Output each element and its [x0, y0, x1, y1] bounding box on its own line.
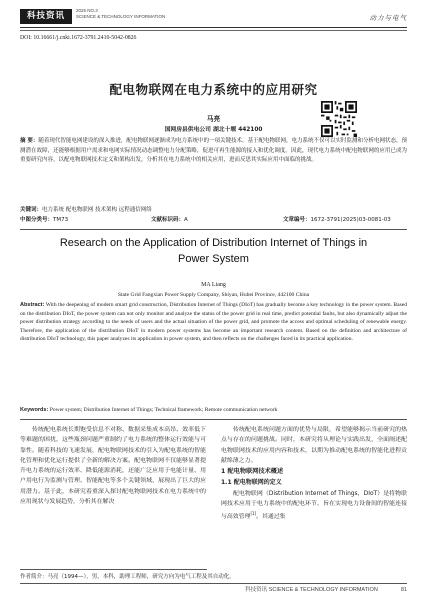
- body-column-left: [20, 425, 206, 507]
- keywords-en-label: Keywords:: [20, 407, 49, 413]
- citation-link[interactable]: [1]: [250, 511, 257, 516]
- author-footnote: 作者简介：马亮（1994—），男，本科，助理工程师，研究方向为电气工程及其自动化。: [20, 574, 235, 580]
- body-paragraph: [221, 489, 407, 523]
- keywords-en-text: Power system; Distribution Internet of Things; Technical framework; Remote communication network: [49, 407, 278, 413]
- abstract-zh-label: 摘 要：: [20, 138, 39, 144]
- doi[interactable]: DOI: 10.16661/j.cnki.1672-3791.2410-5042-0826: [20, 35, 137, 41]
- subsection-heading: 1.1 配电物联网的定义: [221, 479, 282, 487]
- article-number-value: 1672-3791(2025)03-0081-03: [310, 217, 391, 223]
- article-number: [283, 215, 391, 223]
- doc-code-label: 文献标识码：: [151, 217, 185, 223]
- section-label: 动力与电气: [369, 14, 407, 22]
- journal-english-name: SCIENCE & TECHNOLOGY INFORMATION: [76, 14, 166, 19]
- page-number: 81: [400, 587, 407, 593]
- abstract-en: [20, 301, 407, 344]
- body-column-right: [221, 425, 407, 522]
- clc-label: 中图分类号：: [20, 217, 54, 223]
- paper-title-en-line2: Power System: [178, 252, 249, 265]
- affiliation-zh: 国网房县供电公司 湖北十堰 442100: [164, 127, 263, 133]
- abstract-zh-text: 随着现代智能电网建设的深入推进，配电物联网逐渐成为电力系统中的一项关键技术。基于配电物联网，电力系统不仅可以实时监测和分析电网状态，预测潜在故障，还能够根据用户需求和电网实际情况动态调整电力分配策略，促进可再生能源的接入和优化调度。因此，现代电力系统中配电物联网的应用已成为重要研究内容。以配电物联网技术定义和架构出发，分析其在电力系统中的相关应用，进而反思其实际应用中面临的挑战。: [20, 138, 407, 163]
- keywords-zh-label: 关键词：: [20, 207, 43, 213]
- affiliation-en: State Grid Fangxian Power Supply Company, Shiyan, Hubei Province, 442100 China: [117, 292, 310, 298]
- clc-value: TM73: [53, 217, 69, 223]
- paper-title-zh: 配电物联网在电力系统中的应用研究: [109, 82, 318, 97]
- author-name-en: MA Liang: [201, 282, 226, 288]
- clc-number: [20, 215, 68, 223]
- paper-title-en: [20, 236, 407, 267]
- divider: [20, 229, 407, 230]
- divider: [20, 419, 407, 420]
- keywords-en: [20, 407, 407, 413]
- body-paragraph-text: 配电物联网（Distribution Internet of Things，DIoT）是将物联网技术应用于电力系统中的配电环节，旨在实现电力设备间的智能连接与高效管理: [221, 490, 407, 520]
- keywords-zh: [20, 205, 407, 213]
- abstract-en-text: With the deepening of modern smart grid construction, Distribution Internet of Things (DIoT) has gradually become a key technology in the power system. Based on the distribution DIoT, the power system can not only monitor and analyze the status of the power grid in real time, predict potential faults, but also dynamically adjust the power distribution strategy according to the needs of users and the actual situation of the power grid, and promote the access and optimal scheduling of renewable energy. Therefore, the application of the distribution DIoT in modern power systems has become an important research content. Based on the definition and architecture of distribution DIoT technology, this paper analyzes its application in power system, and then reflects on the challenges faced in its practical application.: [20, 302, 407, 343]
- footnote-rule: [20, 569, 207, 570]
- footer-journal: 科技资讯 SCIENCE & TECHNOLOGY INFORMATION: [245, 587, 378, 593]
- page-footer: [20, 585, 407, 593]
- body-paragraph-tail: 。其通过集: [256, 513, 286, 520]
- footer-rule: [20, 583, 407, 584]
- issue-info: [76, 8, 165, 20]
- section-heading: 1 配电物联网技术概述: [221, 468, 284, 475]
- doc-code-value: A: [184, 217, 188, 223]
- header-rule: [20, 27, 407, 28]
- author-name-zh: 马亮: [206, 115, 221, 123]
- journal-brand-logo: 科技资讯: [20, 9, 72, 24]
- abstract-zh: [20, 137, 407, 166]
- keywords-zh-text: 电力系统 配电物联网 技术架构 远程通信网络: [42, 207, 152, 213]
- document-code: [151, 215, 188, 223]
- header-rule-thin: [20, 30, 407, 31]
- article-number-label: 文章编号：: [283, 217, 311, 223]
- paper-title-en-line1: Research on the Application of Distribution Internet of Things in: [59, 237, 368, 249]
- body-paragraph: 传统配电系统长期饱受信息不对称、数据采集成本高昂、效率低下等难题的困扰，这些瓶颈问题严重制约了电力系统的整体运行效能与可靠性。随着科技的飞速发展，配电物联网技术的引入为配电系统的智能化管理和优化运行提供了全新的解决方案。配电物联网不仅能够显著提升电力系统的运行效率、降低能源消耗，还能广泛应用于电能计量、用户用电行为监测与管理、智能配电等多个关键领域，展现出了巨大的应用潜力。基于此，本研究着重深入探讨配电物联网技术在电力系统中的应用现状与发展趋势，分析其在解决: [20, 427, 206, 505]
- body-paragraph: 传统配电系统问题方面的优势与局限，希望能够揭示当前研究的热点与存在的问题挑战。同时，本研究将从理论与实践出发，全面阐述配电物联网技术的应用内容和技术，以期为推动配电系统的智能化进程贡献绵薄之力。: [221, 427, 407, 464]
- abstract-en-label: Abstract:: [20, 302, 45, 308]
- issue-number: 2025 NO.3: [76, 8, 98, 13]
